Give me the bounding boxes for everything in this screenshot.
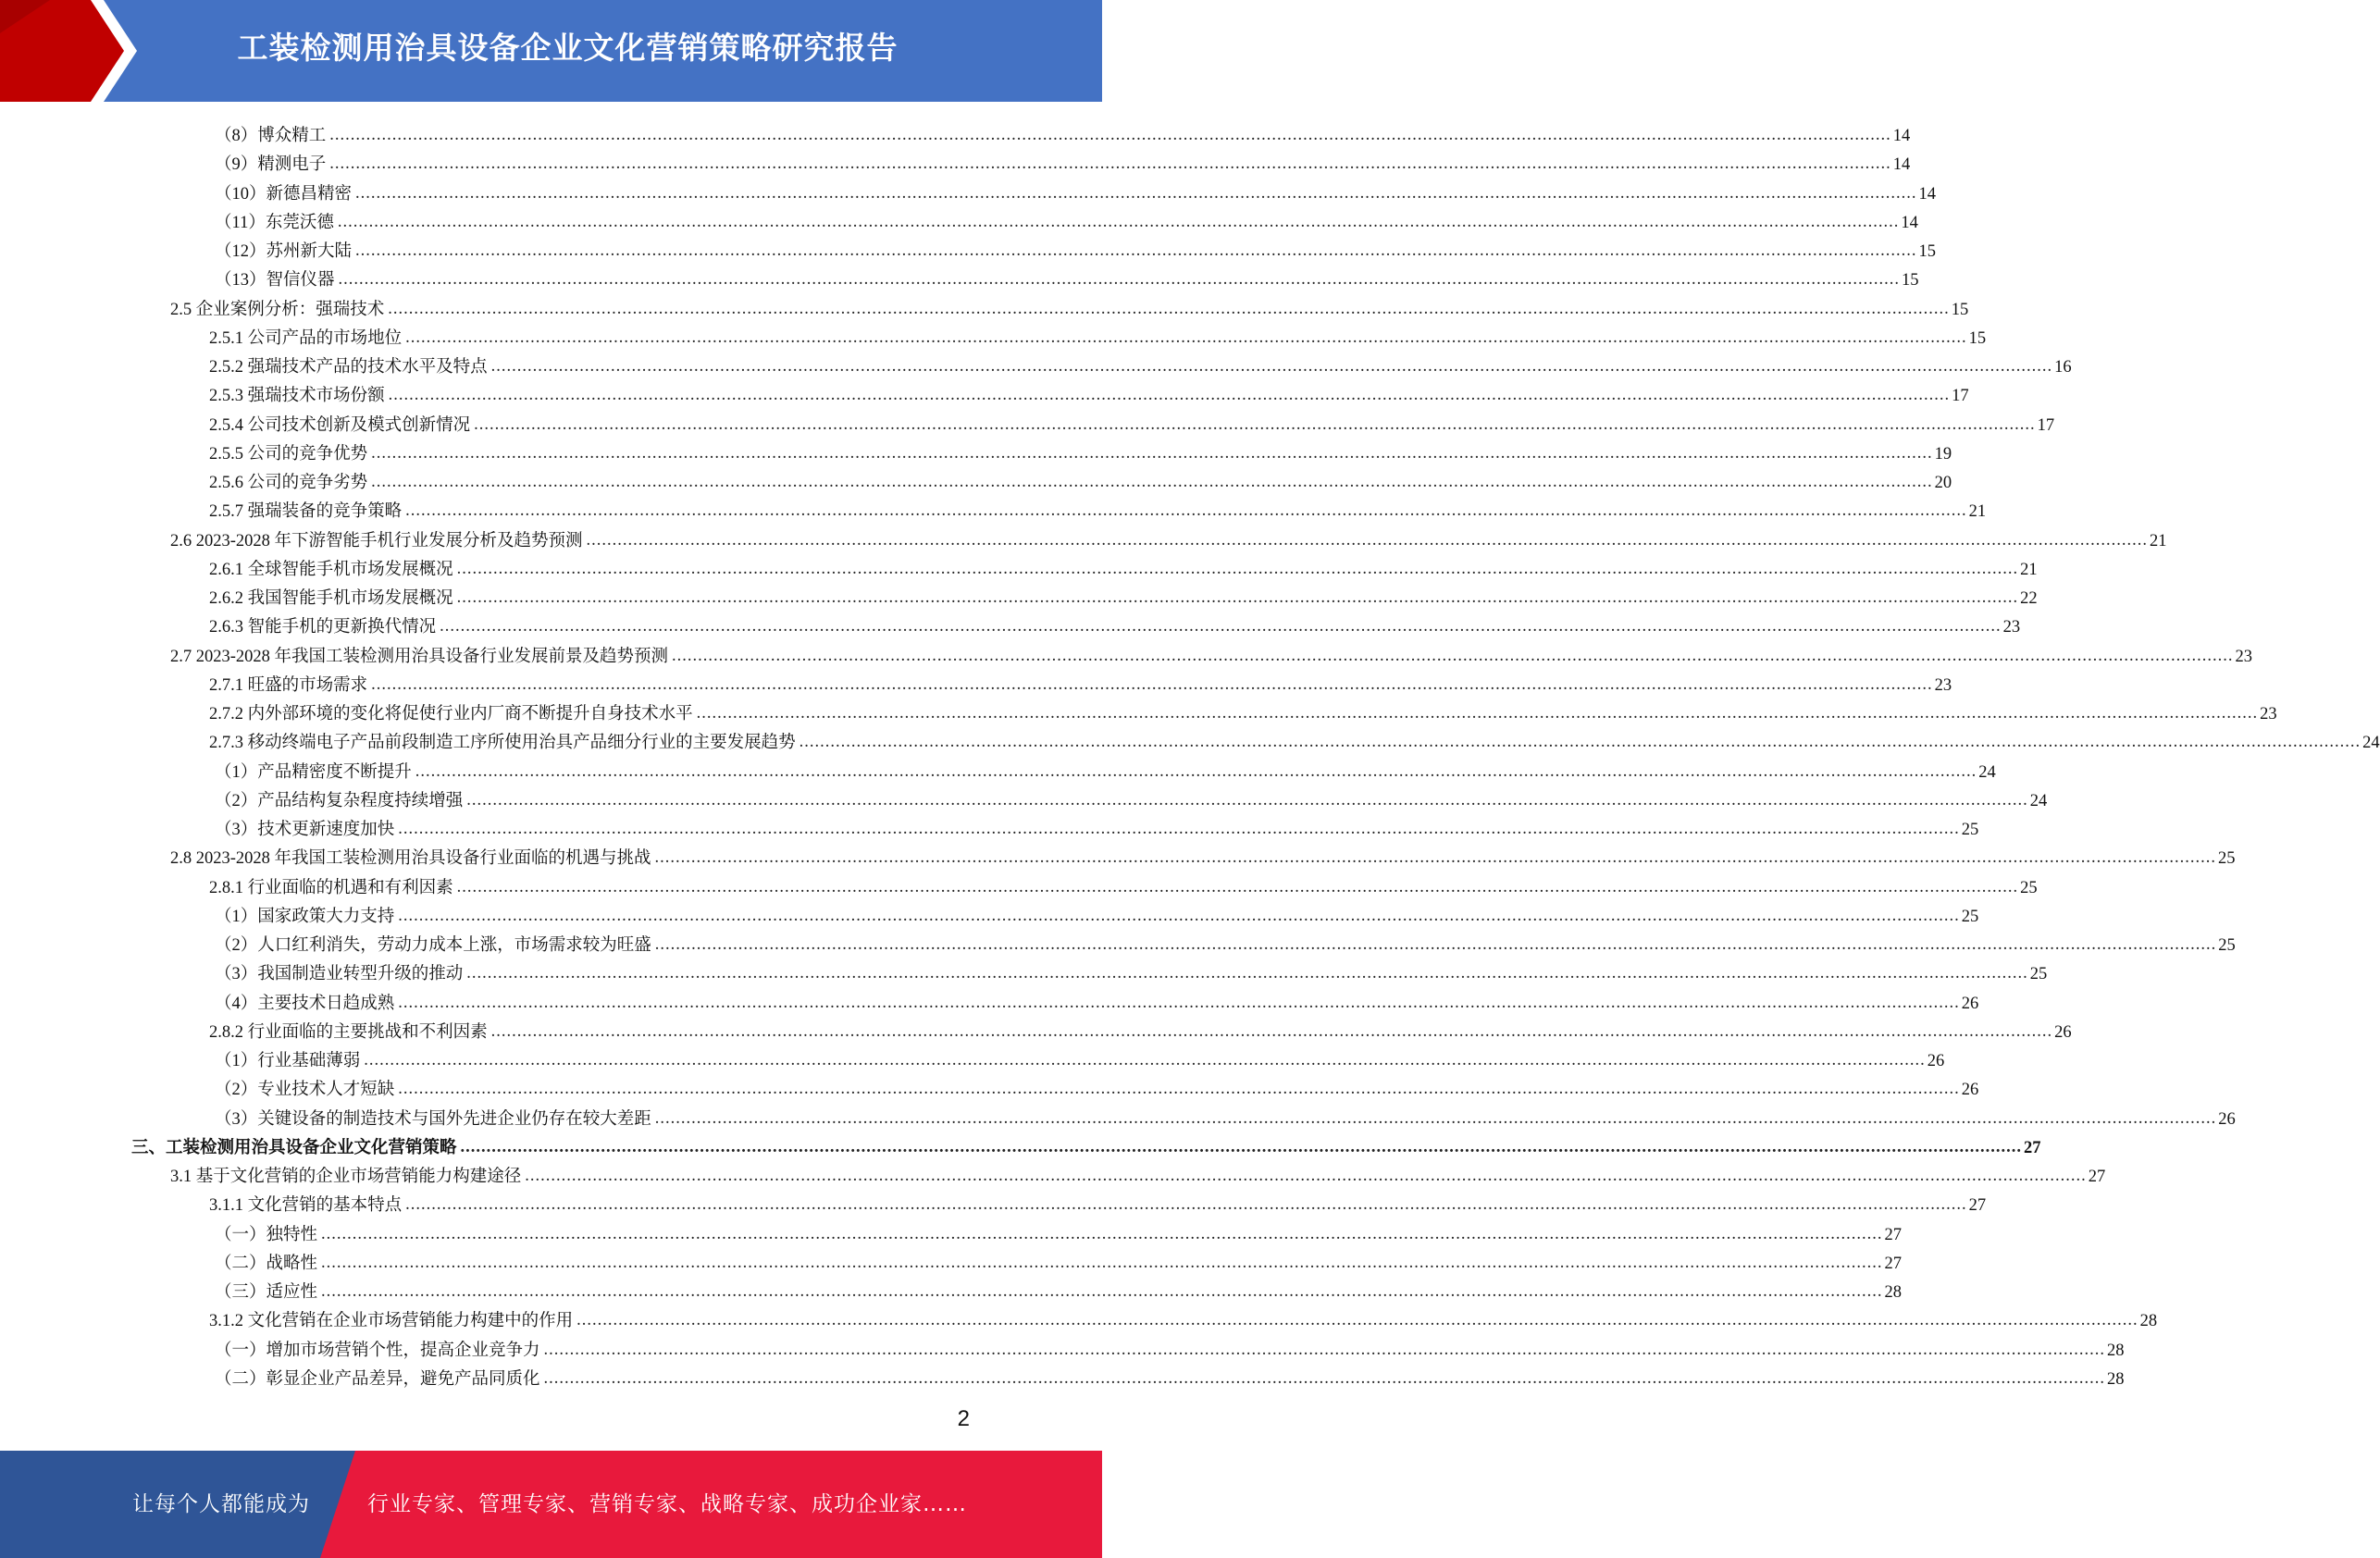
toc-entry[interactable] xyxy=(215,1332,2125,1361)
toc-leader-dots: ............................................................................................................................................................................................................................................................................................................ xyxy=(398,993,1960,1012)
toc-entry-label: 2.5.7 强瑞装备的竞争策略 xyxy=(209,502,403,522)
toc-entry[interactable] xyxy=(209,1014,2072,1043)
toc-entry-page: 25 xyxy=(2029,965,2048,984)
toc-entry-page: 27 xyxy=(1968,1196,1987,1216)
toc-leader-dots: ............................................................................................................................................................................................................................................................................................................ xyxy=(466,790,2028,810)
toc-entry-label: 3.1 基于文化营销的企业市场营销能力构建途径 xyxy=(170,1168,522,1186)
toc-entry[interactable] xyxy=(215,146,1911,175)
toc-leader-dots: ............................................................................................................................................................................................................................................................................................................ xyxy=(321,1253,1883,1272)
toc-entry[interactable] xyxy=(209,870,2038,898)
toc-leader-dots: ............................................................................................................................................................................................................................................................................................................ xyxy=(371,473,1933,491)
toc-leader-dots: ............................................................................................................................................................................................................................................................................................................ xyxy=(398,820,1960,838)
toc-entry-page: 15 xyxy=(1902,271,1919,291)
toc-entry-page: 25 xyxy=(2218,849,2236,869)
toc-entry-label: （1）产品精密度不断提升 xyxy=(215,762,412,782)
toc-entry-page: 24 xyxy=(1978,762,1996,782)
toc-entry[interactable] xyxy=(209,407,2055,436)
toc-entry-label: 2.7.1 旺盛的市场需求 xyxy=(209,675,368,695)
toc-entry-label: 2.6 2023-2028 年下游智能手机行业发展分析及趋势预测 xyxy=(170,531,583,550)
toc-entry-page: 25 xyxy=(1961,821,1979,839)
toc-entry-label: （三）适应性 xyxy=(215,1283,318,1302)
toc-entry[interactable] xyxy=(215,1361,2125,1390)
toc-entry-label: （4）主要技术日趋成熟 xyxy=(215,994,395,1013)
toc-leader-dots: ............................................................................................................................................................................................................................................................................................................ xyxy=(466,964,2028,983)
toc-leader-dots: ............................................................................................................................................................................................................................................................................................................ xyxy=(329,155,1891,174)
toc-entry-page: 28 xyxy=(1884,1283,1903,1302)
toc-entry[interactable] xyxy=(209,436,1952,464)
toc-entry[interactable] xyxy=(215,117,1911,146)
toc-entry-label: （二）彰显企业产品差异，避免产品同质化 xyxy=(215,1369,540,1389)
toc-leader-dots: ............................................................................................................................................................................................................................................................................................................ xyxy=(355,241,1917,260)
toc-entry-page: 27 xyxy=(1884,1225,1903,1244)
toc-entry-page: 26 xyxy=(1927,1052,1945,1070)
toc-entry-label: （一）独特性 xyxy=(215,1225,318,1244)
toc-entry[interactable] xyxy=(170,291,1969,320)
toc-entry[interactable] xyxy=(209,609,2021,637)
toc-entry-page: 28 xyxy=(2139,1312,2158,1331)
toc-entry-page: 15 xyxy=(1918,242,1937,261)
toc-entry-page: 21 xyxy=(1968,502,1987,522)
toc-entry[interactable] xyxy=(170,1158,2106,1187)
toc-entry-label: 2.7.2 内外部环境的变化将促使行业内厂商不断提升自身技术水平 xyxy=(209,705,693,723)
toc-entry[interactable] xyxy=(215,1245,1903,1274)
toc-entry-label: 2.5 企业案例分析：强瑞技术 xyxy=(170,300,385,319)
toc-entry[interactable] xyxy=(170,840,2236,869)
toc-leader-dots: ............................................................................................................................................................................................................................................................................................................ xyxy=(338,270,1901,290)
toc-leader-dots: ............................................................................................................................................................................................................................................................................................................ xyxy=(696,704,2259,723)
toc-entry-page: 23 xyxy=(1934,675,1952,695)
toc-leader-dots: ............................................................................................................................................................................................................................................................................................................ xyxy=(799,733,2361,752)
toc-leader-dots: ............................................................................................................................................................................................................................................................................................................ xyxy=(371,674,1933,694)
toc-entry-page: 26 xyxy=(2054,1022,2072,1042)
toc-entry-label: 2.5.5 公司的竞争优势 xyxy=(209,444,368,464)
toc-entry-label: （8）博众精工 xyxy=(215,127,327,145)
toc-leader-dots: ............................................................................................................................................................................................................................................................................................................ xyxy=(398,1080,1960,1099)
toc-leader-dots: ............................................................................................................................................................................................................................................................................................................ xyxy=(405,1195,1967,1215)
toc-leader-dots: ............................................................................................................................................................................................................................................................................................................ xyxy=(355,183,1917,203)
toc-entry-page: 14 xyxy=(1892,127,1911,145)
page-header xyxy=(0,0,1102,102)
toc-entry-page: 25 xyxy=(2218,936,2236,955)
toc-entry-label: 2.8.1 行业面临的机遇和有利因素 xyxy=(209,878,453,897)
toc-entry-label: （3）关键设备的制造技术与国外先进企业仍存在较大差距 xyxy=(215,1109,651,1129)
toc-entry-label: （12）苏州新大陆 xyxy=(215,242,353,261)
toc-entry-page: 16 xyxy=(2054,358,2072,377)
toc-entry-label: （11）东莞沃德 xyxy=(215,213,334,232)
toc-entry-page: 15 xyxy=(1968,328,1987,348)
toc-entry-page: 15 xyxy=(1951,300,1969,319)
toc-leader-dots: ............................................................................................................................................................................................................................................................................................................ xyxy=(415,761,1977,781)
toc-entry-page: 17 xyxy=(1952,387,1969,406)
toc-leader-dots: ............................................................................................................................................................................................................................................................................................................ xyxy=(456,559,2019,578)
toc-entry-page: 27 xyxy=(2024,1138,2041,1157)
toc-entry-label: 2.6.1 全球智能手机市场发展概况 xyxy=(209,560,453,579)
toc-entry[interactable] xyxy=(209,551,2038,580)
toc-entry-page: 28 xyxy=(2107,1369,2125,1389)
toc-entry-page: 21 xyxy=(2150,531,2167,550)
toc-entry-label: 2.5.4 公司技术创新及模式创新情况 xyxy=(209,415,471,435)
toc-entry-page: 25 xyxy=(1961,907,1979,926)
toc-leader-dots: ............................................................................................................................................................................................................................................................................................................ xyxy=(586,530,2149,550)
toc-entry[interactable] xyxy=(215,1274,1903,1303)
toc-entry-page: 25 xyxy=(2020,878,2038,897)
toc-entry[interactable] xyxy=(215,1217,1903,1245)
toc-entry[interactable] xyxy=(209,1303,2158,1331)
toc-entry-label: 2.5.1 公司产品的市场地位 xyxy=(209,328,403,348)
toc-leader-dots: ............................................................................................................................................................................................................................................................................................................ xyxy=(490,357,2053,376)
toc-entry[interactable] xyxy=(209,1187,1987,1216)
toc-entry[interactable] xyxy=(131,1130,2041,1158)
toc-leader-dots: ............................................................................................................................................................................................................................................................................................................ xyxy=(388,386,1951,405)
toc-entry[interactable] xyxy=(209,349,2072,377)
toc-leader-dots: ............................................................................................................................................................................................................................................................................................................ xyxy=(576,1311,2138,1330)
toc-entry-label: （1）国家政策大力支持 xyxy=(215,907,395,926)
toc-entry[interactable] xyxy=(209,580,2038,609)
toc-leader-dots: ............................................................................................................................................................................................................................................................................................................ xyxy=(654,848,2217,868)
toc-entry[interactable] xyxy=(215,176,1937,204)
toc-entry-page: 17 xyxy=(2037,415,2055,435)
toc-entry[interactable] xyxy=(215,1071,1979,1100)
toc-entry[interactable] xyxy=(215,898,1979,927)
toc-entry[interactable] xyxy=(215,811,1979,840)
toc-entry-label: （一）增加市场营销个性，提高企业竞争力 xyxy=(215,1341,540,1360)
toc-leader-dots: ............................................................................................................................................................................................................................................................................................................ xyxy=(543,1340,2106,1359)
toc-entry-label: 2.6.3 智能手机的更新换代情况 xyxy=(209,618,437,637)
toc-entry[interactable] xyxy=(215,927,2236,956)
toc-entry-page: 19 xyxy=(1934,444,1952,464)
toc-entry[interactable] xyxy=(170,523,2167,551)
toc-leader-dots: ............................................................................................................................................................................................................................................................................................................ xyxy=(672,646,2234,665)
toc-entry[interactable] xyxy=(209,493,1987,522)
toc-entry[interactable] xyxy=(215,262,1919,291)
toc-entry-label: （9）精测电子 xyxy=(215,155,327,175)
toc-entry-label: 2.6.2 我国智能手机市场发展概况 xyxy=(209,589,453,608)
toc-entry-page: 20 xyxy=(1934,474,1952,492)
toc-entry[interactable] xyxy=(215,204,1918,233)
toc-leader-dots: ............................................................................................................................................................................................................................................................................................................ xyxy=(321,1282,1883,1301)
toc-entry[interactable] xyxy=(209,667,1952,696)
toc-entry-page: 26 xyxy=(2218,1109,2236,1129)
toc-entry-label: （10）新德昌精密 xyxy=(215,184,353,204)
toc-entry-label: （2）专业技术人才短缺 xyxy=(215,1081,395,1100)
toc-entry-page: 24 xyxy=(2362,734,2380,753)
toc-leader-dots: ............................................................................................................................................................................................................................................................................................................ xyxy=(321,1224,1883,1243)
toc-entry[interactable] xyxy=(215,1043,1945,1071)
toc-leader-dots: ............................................................................................................................................................................................................................................................................................................ xyxy=(405,328,1967,347)
toc-entry-page: 14 xyxy=(1918,184,1937,204)
toc-leader-dots: ............................................................................................................................................................................................................................................................................................................ xyxy=(405,501,1967,521)
toc-entry-page: 26 xyxy=(1961,994,1979,1013)
toc-entry-label: 2.5.2 强瑞技术产品的技术水平及特点 xyxy=(209,358,488,377)
toc-entry[interactable] xyxy=(209,724,2380,753)
toc-entry[interactable] xyxy=(215,233,1937,262)
toc-entry-label: 3.1.2 文化营销在企业市场营销能力构建中的作用 xyxy=(209,1312,574,1331)
toc-entry-page: 28 xyxy=(2107,1341,2125,1360)
toc-leader-dots: ............................................................................................................................................................................................................................................................................................................ xyxy=(543,1368,2106,1388)
toc-entry[interactable] xyxy=(209,696,2277,724)
toc-leader-dots: ............................................................................................................................................................................................................................................................................................................ xyxy=(654,1108,2217,1128)
toc-leader-dots: ............................................................................................................................................................................................................................................................................................................ xyxy=(337,212,1900,231)
toc-entry-page: 23 xyxy=(2002,618,2021,637)
toc-entry-page: 26 xyxy=(1961,1081,1979,1100)
toc-entry[interactable] xyxy=(170,638,2253,667)
toc-entry-label: （3）技术更新速度加快 xyxy=(215,821,395,839)
toc-leader-dots: ............................................................................................................................................................................................................................................................................................................ xyxy=(388,299,1950,318)
toc-entry-label: 2.8 2023-2028 年我国工装检测用治具设备行业面临的机遇与挑战 xyxy=(170,849,651,869)
footer-slogan-left: 让每个人都能成为 xyxy=(132,1492,310,1516)
toc-leader-dots: ............................................................................................................................................................................................................................................................................................................ xyxy=(654,935,2217,954)
toc-leader-dots: ............................................................................................................................................................................................................................................................................................................ xyxy=(371,443,1933,463)
toc-entry-label: （二）战略性 xyxy=(215,1254,318,1273)
toc-entry-page: 22 xyxy=(2020,589,2038,608)
toc-entry-label: 3.1.1 文化营销的基本特点 xyxy=(209,1196,403,1216)
toc-entry-page: 24 xyxy=(2029,791,2048,810)
toc-entry-label: 2.7 2023-2028 年我国工装检测用治具设备行业发展前景及趋势预测 xyxy=(170,647,669,666)
toc-leader-dots: ............................................................................................................................................................................................................................................................................................................ xyxy=(440,617,2002,637)
toc-entry[interactable] xyxy=(209,464,1952,493)
toc-entry[interactable] xyxy=(215,956,2048,984)
toc-entry-page: 14 xyxy=(1901,213,1918,232)
page-number: 2 xyxy=(957,1406,970,1431)
toc-entry-label: 2.5.3 强瑞技术市场份额 xyxy=(209,387,385,406)
toc-leader-dots: ............................................................................................................................................................................................................................................................................................................ xyxy=(525,1167,2087,1185)
page-footer xyxy=(0,1451,1102,1558)
toc-leader-dots: ............................................................................................................................................................................................................................................................................................................ xyxy=(364,1051,1926,1070)
toc-entry[interactable] xyxy=(215,985,1979,1014)
toc-entry-page: 27 xyxy=(2088,1168,2106,1186)
toc-leader-dots: ............................................................................................................................................................................................................................................................................................................ xyxy=(490,1021,2053,1041)
toc-entry-label: （1）行业基础薄弱 xyxy=(215,1052,361,1070)
toc-entry-label: （3）我国制造业转型升级的推动 xyxy=(215,965,464,984)
toc-leader-dots: ............................................................................................................................................................................................................................................................................................................ xyxy=(474,414,2036,434)
toc-entry[interactable] xyxy=(215,754,1996,783)
toc-entry-label: 2.8.2 行业面临的主要挑战和不利因素 xyxy=(209,1022,488,1042)
footer-slogan-right: 行业专家、管理专家、营销专家、战略专家、成功企业家…… xyxy=(367,1492,967,1516)
toc-entry-label: （13）智信仪器 xyxy=(215,271,335,291)
toc-entry[interactable] xyxy=(209,320,1987,349)
toc-entry[interactable] xyxy=(209,377,1969,406)
toc-leader-dots: ............................................................................................................................................................................................................................................................................................................ xyxy=(329,126,1891,144)
toc-entry-label: （2）产品结构复杂程度持续增强 xyxy=(215,791,464,810)
toc-leader-dots: ............................................................................................................................................................................................................................................................................................................ xyxy=(456,877,2019,896)
toc-entry-label: 2.5.6 公司的竞争劣势 xyxy=(209,474,368,492)
toc-entry-page: 14 xyxy=(1892,155,1911,175)
toc-entry[interactable] xyxy=(215,783,2048,811)
toc-entry-page: 27 xyxy=(1884,1254,1903,1273)
toc-leader-dots: ............................................................................................................................................................................................................................................................................................................ xyxy=(398,906,1960,925)
toc-entry-label: 三、工装检测用治具设备企业文化营销策略 xyxy=(131,1138,457,1157)
report-title: 工装检测用治具设备企业文化营销策略研究报告 xyxy=(237,30,899,66)
toc-leader-dots: ............................................................................................................................................................................................................................................................................................................ xyxy=(456,588,2019,607)
toc-leader-dots: ............................................................................................................................................................................................................................................................................................................ xyxy=(460,1137,2023,1156)
toc-entry[interactable] xyxy=(215,1101,2236,1130)
toc-entry-page: 23 xyxy=(2260,705,2277,723)
toc-entry-label: （2）人口红利消失，劳动力成本上涨，市场需求较为旺盛 xyxy=(215,936,651,955)
toc-entry-label: 2.7.3 移动终端电子产品前段制造工序所使用治具产品细分行业的主要发展趋势 xyxy=(209,734,796,753)
toc-entry-page: 23 xyxy=(2235,647,2253,666)
toc-entry-page: 21 xyxy=(2020,560,2038,579)
